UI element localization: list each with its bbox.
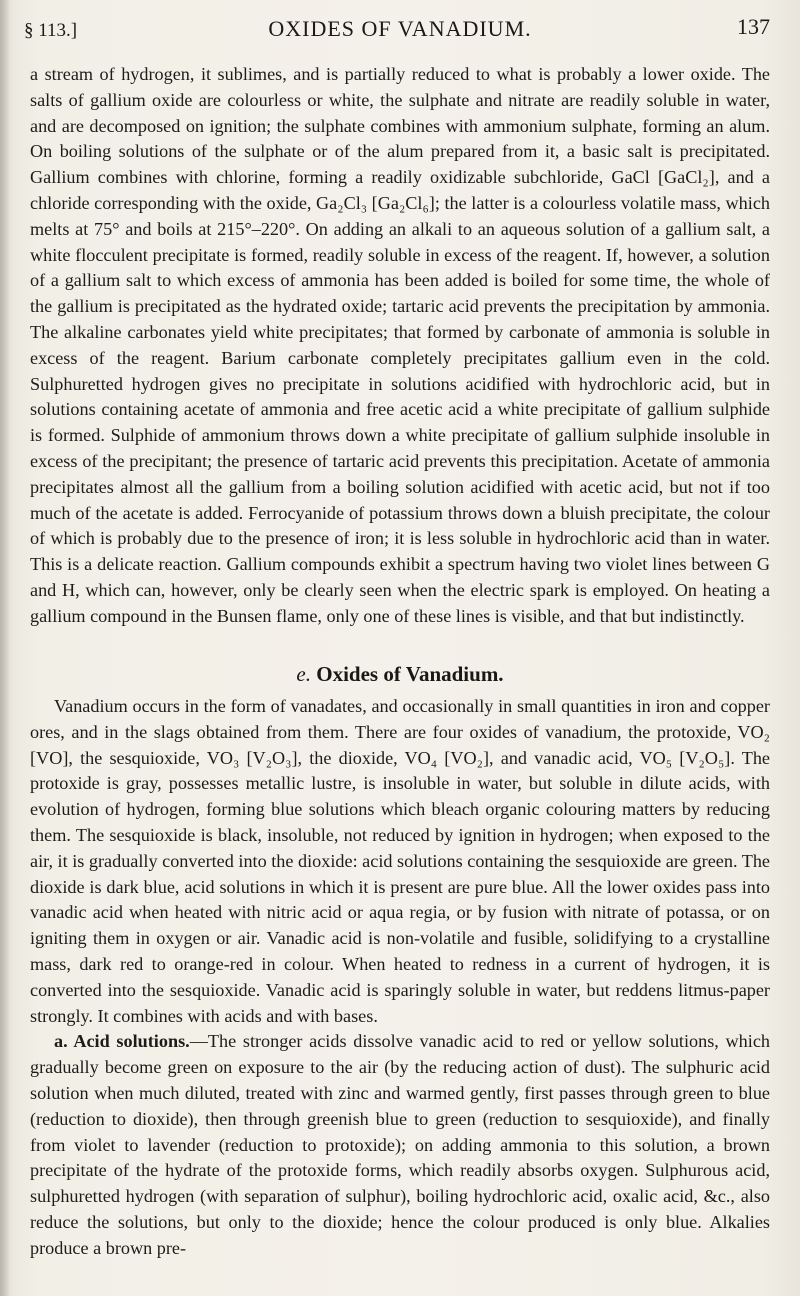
section-heading bbox=[0, 662, 800, 687]
section-heading-letter: e. bbox=[296, 662, 311, 686]
section-heading-title: Oxides of Vanadium. bbox=[316, 662, 504, 686]
acid-solutions-paragraph bbox=[30, 1029, 770, 1261]
running-head bbox=[0, 14, 800, 50]
acid-solutions-label: a. Acid solutions. bbox=[54, 1031, 190, 1052]
gallium-paragraph: a stream of hydrogen, it sublimes, and is partially reduced to what is probably a lower oxide. The salts of gallium oxide are colourless or white, the sulphate and nitrate are readily soluble in water, and are decomposed on ignition; the sulphate combines with ammonium sulphate, forming an alum. On boiling solutions of the sulphate or of the alum prepared from it, a basic salt is precipitated. Gallium combines with chlorine, forming a readily oxidizable subchloride, GaCl [GaCl₂], and a chloride corresponding with the oxide, Ga₂Cl₃ [Ga₂Cl₆]; the latter is a colourless volatile mass, which melts at 75° and boils at 215°–220°. On adding an alkali to an aqueous solution of a gallium salt, a white flocculent precipitate is formed, readily soluble in excess of the reagent. If, however, a solution of a gallium salt to which excess of ammonia has been added is boiled for some time, the whole of the gallium is precipitated as the hydrated oxide; tartaric acid prevents the precipitation by ammonia. The alkaline carbonates yield white precipitates; that formed by carbonate of ammonia is soluble in excess of the reagent. Barium carbonate completely precipitates gallium even in the cold. Sulphuretted hydrogen gives no precipitate in solutions acidified with hydrochloric acid, but in solutions containing acetate of ammonia and free acetic acid a white precipitate of gallium sulphide is formed. Sulphide of ammonium throws down a white precipitate of gallium sulphide insoluble in excess of the precipitant; the presence of tartaric acid prevents this precipitation. Acetate of ammonia precipitates almost all the gallium from a boiling solution acidified with acetic acid, but not if too much of the acetate is added. Ferrocyanide of potassium throws down a bluish precipitate, the colour of which is probably due to the presence of iron; it is less soluble in hydrochloric acid than in water. This is a delicate reaction. Gallium compounds exhibit a spectrum having two violet lines between G and H, which can, however, only be clearly seen when the electric spark is employed. On heating a gallium compound in the Bunsen flame, only one of these lines is visible, and that but indistinctly. bbox=[30, 64, 770, 626]
vanadium-paragraph: Vanadium occurs in the form of vanadates, and occasionally in small quantities in iron and copper ores, and in the slags obtained from them. There are four oxides of vanadium, the protoxide, VO₂ [VO], the sesquioxide, VO₃ [V₂O₃], the dioxide, VO₄ [VO₂], and vanadic acid, VO₅ [V₂O₅]. The protoxide is gray, possesses metallic lustre, is insoluble in water, but soluble in dilute acids, with evolution of hydrogen, forming blue solutions which bleach organic colouring matters by reducing them. The sesquioxide is black, insoluble, not reduced by ignition in hydrogen; when exposed to the air, it is gradually converted into the dioxide: acid solutions containing the sesquioxide are green. The dioxide is dark blue, acid solutions in which it is present are pure blue. All the lower oxides pass into vanadic acid when heated with nitric acid or aqua regia, or by fusion with nitrate of potassa, or on igniting them in oxygen or air. Vanadic acid is non-volatile and fusible, solidifying to a crystalline mass, dark red to orange-red in colour. When heated to redness in a current of hydrogen, it is converted into the sesquioxide. Vanadic acid is sparingly soluble in water, but reddens litmus-paper strongly. It combines with acids and with bases. bbox=[30, 696, 770, 1026]
acid-solutions-text: —The stronger acids dissolve vanadic acid to red or yellow solutions, which gradually become green on exposure to the air (by the reducing action of dust). The sulphuric acid solution when much diluted, treated with zinc and warmed gently, first passes through green to blue (reduction to dioxide), then through greenish blue to green (reduction to sesquioxide), and finally from violet to lavender (reduction to protoxide); on adding ammonia to this solution, a brown precipitate of the hydrate of the protoxide forms, which readily absorbs oxygen. Sulphurous acid, sulphuretted hydrogen (with separation of sulphur), boiling hydrochloric acid, oxalic acid, &c., also reduce the solutions, but only to the dioxide; hence the colour produced is only blue. Alkalies produce a brown pre- bbox=[30, 1031, 770, 1258]
running-title: OXIDES OF VANADIUM. bbox=[268, 16, 532, 41]
binding-gutter-shadow bbox=[0, 0, 10, 1296]
section-number: § 113.] bbox=[24, 20, 78, 41]
gallium-text-block bbox=[30, 62, 770, 630]
page-number: 137 bbox=[737, 14, 770, 39]
vanadium-text-block bbox=[30, 694, 770, 1262]
